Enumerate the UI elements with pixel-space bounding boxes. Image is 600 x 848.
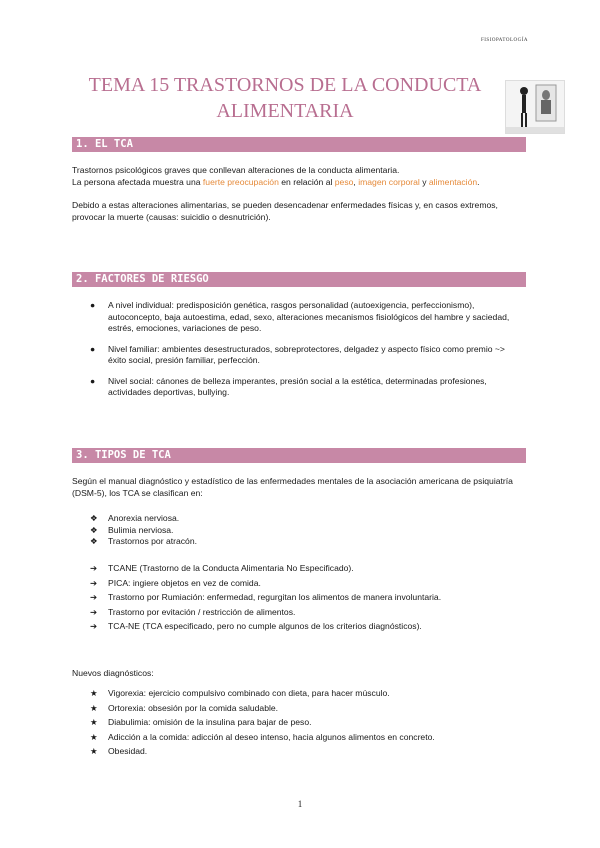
tca-definition-line2: La persona afectada muestra una fuerte preocupación en relación al peso, imagen corporal y alimentación. [72, 176, 480, 187]
bullet-icon: ● [90, 300, 96, 310]
type-item: ❖ Anorexia nerviosa. [90, 513, 180, 523]
tca-consequences: Debido a estas alteraciones alimentarias, se pueden desencadenar enfermedades físicas y, en casos extremos, provocar la muerte (causas: suicidio o desnutrición). [72, 200, 498, 222]
other-type-item: ➔ PICA: ingiere objetos en vez de comida. [90, 576, 520, 591]
star-bullet-icon: ★ [90, 688, 98, 698]
arrow-bullet-icon: ➔ [90, 621, 98, 631]
tca-definition [72, 165, 532, 188]
highlight-peso: peso [334, 176, 354, 187]
bullet-icon: ● [90, 343, 96, 354]
other-type-item: ➔ Trastorno por Rumiación: enfermedad, regurgitan los alimentos de manera involuntaria. [90, 590, 520, 605]
section-heading-tca: 1. EL TCA [72, 137, 526, 152]
new-diagnosis-item: ★ Obesidad. [90, 744, 520, 759]
bullet-icon: ● [90, 375, 96, 386]
new-diagnosis-item: ★ Ortorexia: obsesión por la comida saludable. [90, 701, 520, 716]
risk-factor-individual: ● A nivel individual: predisposición genética, rasgos personalidad (autoexigencia, perfeccionismo), autoconcepto, baja autoestima, edad, sexo, alteraciones mecanismos fisiológicos del hambre y saciedad, estrés, emociones, variaciones de peso. [90, 300, 510, 333]
star-bullet-icon: ★ [90, 702, 98, 713]
tca-definition-line1: Trastornos psicológicos graves que conllevan alteraciones de la conducta alimentaria. [72, 165, 400, 175]
star-bullet-icon: ★ [90, 746, 98, 756]
highlight-preocupacion: fuerte preocupación [202, 176, 279, 187]
section-heading-types: 3. TIPOS DE TCA [72, 448, 526, 463]
highlight-imagen: imagen corporal [358, 176, 420, 187]
running-head: FISIOPATOLOGÍA [480, 38, 528, 43]
arrow-bullet-icon: ➔ [90, 577, 98, 588]
page-number: 1 [297, 799, 303, 809]
page-title: TEMA 15 TRASTORNOS DE LA CONDUCTA ALIMENTARIA [88, 74, 482, 122]
header-illustration [505, 80, 565, 134]
risk-factor-list [90, 300, 520, 408]
risk-factor-family: ● Nivel familiar: ambientes desestructurados, sobreprotectores, delgadez y aspecto físico como premio ~> éxito social, presión familiar, perfección. [90, 343, 505, 365]
arrow-bullet-icon: ➔ [90, 563, 98, 573]
types-intro: Según el manual diagnóstico y estadístico de las enfermedades mentales de la asociación americana de psiquiatría (DSM-5), los TCA se clasifican en: [72, 476, 513, 498]
diamond-bullet-icon: ❖ [90, 524, 98, 535]
mirror-silhouette-image [506, 81, 564, 133]
highlight-alimentacion: alimentación [428, 176, 478, 187]
other-types-list [90, 561, 520, 634]
arrow-bullet-icon: ➔ [90, 592, 98, 602]
new-diagnosis-item: ★ Vigorexia: ejercicio compulsivo combinado con dieta, para hacer músculo. [90, 686, 520, 701]
type-item: ❖ Bulimia nerviosa. [90, 524, 174, 535]
star-bullet-icon: ★ [90, 731, 98, 742]
other-type-item: ➔ TCANE (Trastorno de la Conducta Alimentaria No Especificado). [90, 561, 520, 576]
arrow-bullet-icon: ➔ [90, 606, 98, 617]
diamond-bullet-icon: ❖ [90, 513, 98, 523]
type-item: ❖ Trastornos por atracón. [90, 536, 198, 546]
star-bullet-icon: ★ [90, 717, 98, 727]
new-diagnosis-item: ★ Adicción a la comida: adicción al deseo intenso, hacia algunos alimentos en concreto. [90, 730, 520, 745]
other-type-item: ➔ TCA-NE (TCA especificado, pero no cumple algunos de los criterios diagnósticos). [90, 619, 520, 634]
new-diagnosis-item: ★ Diabulimia: omisión de la insulina para bajar de peso. [90, 715, 520, 730]
diamond-bullet-icon: ❖ [90, 536, 98, 546]
main-types-list [90, 513, 520, 548]
new-diagnoses-label: Nuevos diagnósticos: [72, 668, 154, 678]
risk-factor-social: ● Nivel social: cánones de belleza imperantes, presión social a la estética, determinadas profesiones, actividades deportivas, bullying. [90, 375, 487, 397]
section-heading-risk-factors: 2. FACTORES DE RIESGO [72, 272, 526, 287]
new-diagnoses-list [90, 686, 520, 759]
other-type-item: ➔ Trastorno por evitación / restricción de alimentos. [90, 605, 520, 620]
